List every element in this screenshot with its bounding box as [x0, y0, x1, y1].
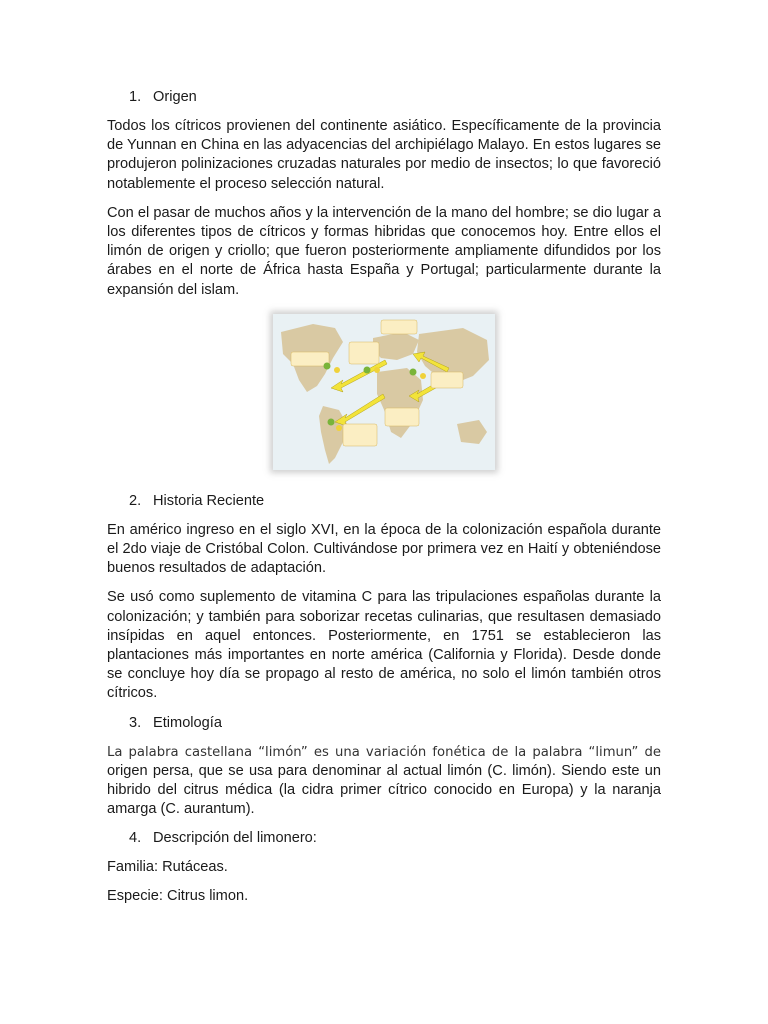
paragraph-historia-2: Se usó como suplemento de vitamina C para las tripulaciones españolas durante la colonización; y también para soborizar recetas culinarias, que resultasen demasiado insípidas en aquel entonces. Posteriormente, en 1751 se establecieron las plantaciones más importantes en norte américa (California y Florida). Desde donde se concluye hoy día se propago al resto de américa, no solo el limón también otros cítricos.: [107, 589, 661, 702]
callout-box: [291, 352, 329, 366]
section-heading-origen: [107, 88, 661, 107]
lemon-marker: [374, 367, 380, 373]
section-title: Origen: [153, 89, 197, 105]
lemon-marker: [324, 362, 331, 369]
callout-box: [431, 372, 463, 388]
section-heading-historia: [107, 492, 661, 511]
section-heading-descripcion: [107, 829, 661, 848]
paragraph-etimologia: [107, 743, 661, 820]
lemon-marker: [336, 425, 342, 431]
section-heading-etimologia: [107, 714, 661, 733]
lemon-marker: [328, 418, 335, 425]
paragraph-origen-2: Con el pasar de muchos años y la intervención de la mano del hombre; se dio lugar a los diferentes tipos de cítricos y formas hibridas que conocemos hoy. Entre ellos el limón de origen y criollo; que fueron posteriormente ampliamente difundidos por los árabes en el norte de África hasta España y Portugal; particularmente durante la expansión del islam.: [107, 204, 661, 298]
figure-container: [107, 314, 661, 470]
section-number: 2.: [129, 492, 142, 509]
paragraph-historia-1: En américo ingreso en el siglo XVI, en la época de la colonización española durante el 2do viaje de Cristóbal Colon. Cultivándose por primera vez en Haití y obteniéndose buenos resultados de adaptación.: [107, 521, 661, 577]
etimologia-first-line: La palabra castellana “limón” es una variación fonética de la palabra “limun” de: [107, 744, 661, 760]
callout-box: [343, 424, 377, 446]
callout-box: [349, 342, 379, 364]
lemon-marker: [364, 366, 371, 373]
section-title: Etimología: [153, 714, 222, 731]
especie-line: Especie: Citrus limon.: [107, 888, 249, 905]
lemon-marker: [410, 368, 417, 375]
familia-line: Familia: Rutáceas.: [107, 859, 228, 876]
section-number: 1.: [129, 89, 142, 105]
lemon-marker: [334, 367, 340, 373]
callout-box: [385, 408, 419, 426]
callout-box: [381, 320, 417, 334]
section-number: 4.: [129, 830, 142, 847]
lemon-marker: [420, 373, 426, 379]
document-page: [107, 88, 661, 916]
citrus-migration-map-image: [273, 314, 495, 470]
section-title: Historia Reciente: [153, 492, 265, 509]
etimologia-rest: origen persa, que se usa para denominar al actual limón (C. limón). Siendo este un hibrido del citrus médica (la cidra primer cítrico conocido en Europa) y la naranja amarga (C. aurantum).: [107, 762, 661, 818]
section-number: 3.: [129, 714, 142, 731]
paragraph-origen-1: Todos los cítricos provienen del continente asiático. Específicamente de la provincia de Yunnan en China en las adyacencias del archipiélago Malayo. En estos lugares se produjeron polinizaciones cruzadas naturales por medio de insectos; lo que favoreció notablemente el proceso selección natural.: [107, 118, 661, 192]
section-title: Descripción del limonero:: [153, 830, 317, 847]
